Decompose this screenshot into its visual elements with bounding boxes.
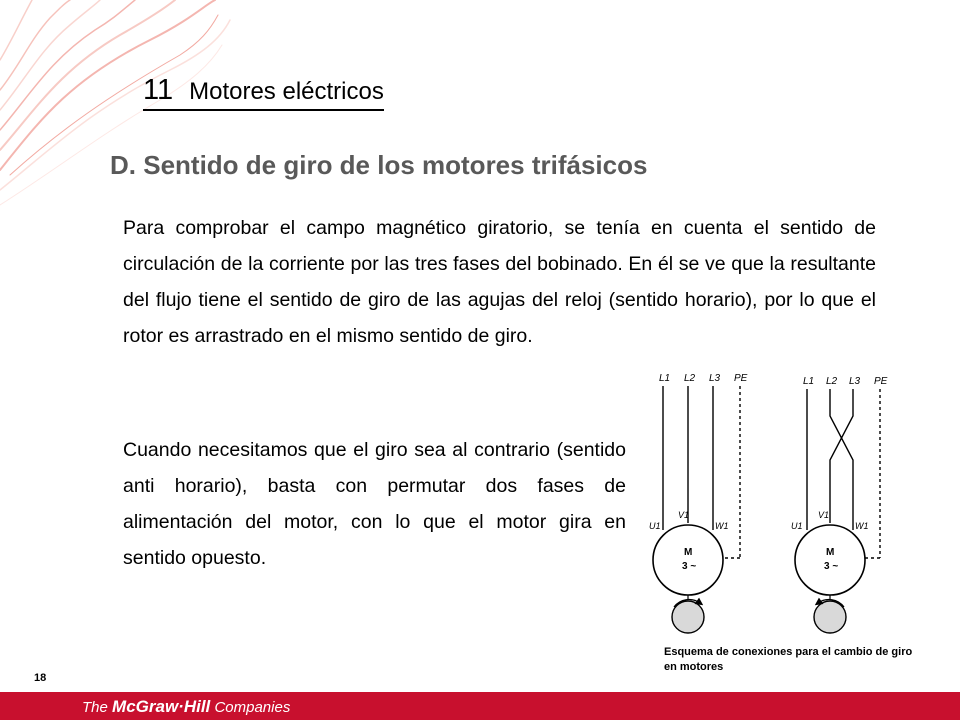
motor-label-rev: M <box>826 547 835 558</box>
label-pe-rev: PE <box>874 376 888 387</box>
diagram-reversed <box>791 376 888 633</box>
body-paragraph-2: Cuando necesitamos que el giro sea al contrario (sentido anti horario), basta con permutar dos fases de alimentación del motor, con lo que el motor gira en sentido opuesto. <box>123 439 626 569</box>
logo-text-the: The <box>82 699 108 716</box>
motor-label: M <box>684 547 693 558</box>
wiring-diagram <box>640 368 930 640</box>
label-u1-rev: U1 <box>791 521 803 531</box>
publisher-logo <box>82 697 290 717</box>
label-v1-rev: V1 <box>818 510 830 520</box>
label-l3-rev: L3 <box>849 376 861 387</box>
logo-text-companies: Companies <box>214 699 291 716</box>
label-pe: PE <box>734 373 748 384</box>
chapter-title: Motores eléctricos <box>189 78 384 105</box>
label-w1-rev: W1 <box>855 521 869 531</box>
motor-symbol-rev <box>795 525 865 595</box>
motor-phase-label: 3 ~ <box>682 561 697 572</box>
footer-bar <box>0 692 960 720</box>
label-u1: U1 <box>649 521 661 531</box>
label-l2: L2 <box>684 373 696 384</box>
label-w1: W1 <box>715 521 729 531</box>
logo-text-mcgrawhill: McGraw·Hill <box>112 697 211 716</box>
figure-caption: Esquema de conexiones para el cambio de giro en motores <box>664 646 913 673</box>
section-title: D. Sentido de giro de los motores trifásicos <box>110 150 648 180</box>
label-l2-rev: L2 <box>826 376 838 387</box>
page-number: 18 <box>34 672 47 684</box>
motor-symbol <box>653 525 723 595</box>
diagram-direct <box>649 373 748 633</box>
label-l1-rev: L1 <box>803 376 815 387</box>
motor-phase-label-rev: 3 ~ <box>824 561 839 572</box>
rotor-counterclockwise <box>814 601 846 633</box>
label-l3: L3 <box>709 373 721 384</box>
label-l1: L1 <box>659 373 671 384</box>
rotor-clockwise <box>672 601 704 633</box>
chapter-heading <box>143 74 384 111</box>
body-paragraph-1: Para comprobar el campo magnético giratorio, se tenía en cuenta el sentido de circulación de la corriente por las tres fases del bobinado. En él se ve que la resultante del flujo tiene el sentido de giro de las agujas del reloj (sentido horario), por lo que el rotor es arrastrado en el mismo sentido de giro. <box>123 217 876 347</box>
chapter-number: 11 <box>143 74 174 106</box>
label-v1: V1 <box>678 510 690 520</box>
